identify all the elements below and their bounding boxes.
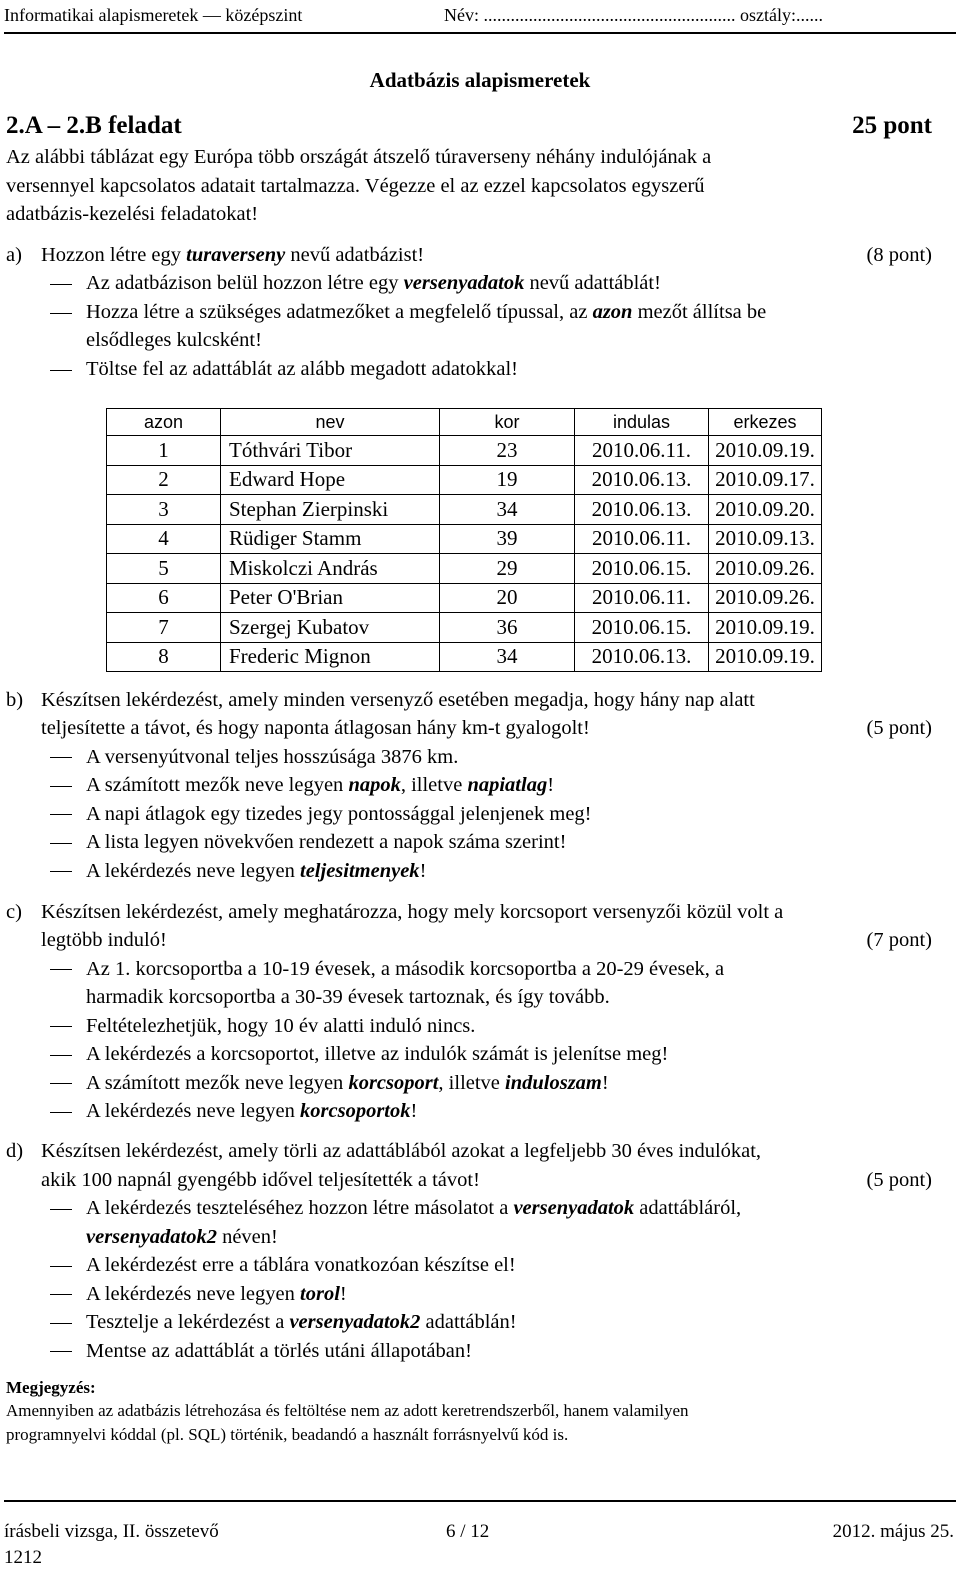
cell-nev: Tóthvári Tibor [221,436,440,466]
task-d-item-1-cont: versenyadatok2 néven! [86,1226,278,1248]
bullet-dash [50,969,72,970]
cell-azon: 5 [107,554,221,584]
cell-nev: Peter O'Brian [221,583,440,613]
cell-kor: 20 [440,583,575,613]
task-d-item-2: A lekérdezést erre a táblára vonatkozóan készítse el! [86,1254,516,1276]
task-d-line-1: Készítsen lekérdezést, amely törli az adattáblából azokat a legfeljebb 30 éves indulókat, [41,1140,762,1162]
cell-nev: Miskolczi András [221,554,440,584]
cell-erkezes: 2010.09.13. [709,524,822,554]
task-b-item-1: A versenyútvonal teljes hosszúsága 3876 km. [86,746,459,768]
cell-indulas: 2010.06.11. [575,583,709,613]
bullet-dash [50,1294,72,1295]
column-header: nev [221,409,440,436]
task-a-item-1: Az adatbázison belül hozzon létre egy versenyadatok nevű adattáblát! [86,272,661,294]
cell-kor: 23 [440,436,575,466]
task-a-item-3: Töltse fel az adattáblát az alább megadott adatokkal! [86,358,519,380]
task-b-item-4: A lista legyen növekvően rendezett a napok száma szerint! [86,831,567,853]
column-header: indulas [575,409,709,436]
task-a-text: Hozzon létre egy turaverseny nevű adatbázist! [41,244,425,266]
task-d-item-5: Mentse az adattáblát a törlés utáni állapotában! [86,1340,472,1362]
cell-azon: 4 [107,524,221,554]
bullet-dash [50,1323,72,1324]
intro-line-3: adatbázis-kezelési feladatokat! [6,203,259,225]
task-a-points: (8 pont) [866,244,932,266]
column-header: azon [107,409,221,436]
cell-kor: 34 [440,495,575,525]
bullet-dash [50,1055,72,1056]
cell-erkezes: 2010.09.19. [709,613,822,643]
task-d-item-1: A lekérdezés teszteléséhez hozzon létre másolatot a versenyadatok adattábláról, [86,1197,742,1219]
task-b-line-1: Készítsen lekérdezést, amely minden versenyző esetében megadja, hogy hány nap alatt [41,689,755,711]
task-c-item-3: A lekérdezés a korcsoportot, illetve az indulók számát is jelenítse meg! [86,1043,669,1065]
header-subject: Informatikai alapismeretek — középszint [4,5,303,25]
bullet-dash [50,843,72,844]
cell-erkezes: 2010.09.26. [709,554,822,584]
table-row [107,583,822,613]
table-header-row [107,409,822,436]
bullet-dash [50,814,72,815]
cell-kor: 34 [440,642,575,672]
cell-kor: 39 [440,524,575,554]
task-b-points: (5 pont) [866,717,932,739]
table-row [107,613,822,643]
task-d-label: d) [6,1140,24,1162]
cell-nev: Rüdiger Stamm [221,524,440,554]
cell-indulas: 2010.06.13. [575,642,709,672]
cell-kor: 36 [440,613,575,643]
table-row [107,554,822,584]
intro-line-2: versennyel kapcsolatos adatait tartalmazza. Végezze el az ezzel kapcsolatos egyszerű [6,175,705,197]
bullet-dash [50,1351,72,1352]
cell-kor: 29 [440,554,575,584]
bullet-dash [50,1209,72,1210]
task-b-item-3: A napi átlagok egy tizedes jegy pontossággal jelenjenek meg! [86,803,592,825]
task-a-item-2: Hozza létre a szükséges adatmezőket a megfelelő típussal, az azon mezőt állítsa be [86,301,767,323]
page-header [4,0,956,34]
footer-code: 1212 [4,1547,42,1568]
data-table [106,408,822,672]
task-b-item-5: A lekérdezés neve legyen teljesitmenyek! [86,860,427,882]
task-c-item-4: A számított mezők neve legyen korcsoport, illetve induloszam! [86,1072,609,1094]
cell-indulas: 2010.06.15. [575,613,709,643]
note-line-1: Amennyiben az adatbázis létrehozása és feltöltése nem az adott keretrendszerből, hanem valamilyen [6,1401,689,1420]
cell-nev: Stephan Zierpinski [221,495,440,525]
task-c-line-2: legtöbb induló! [41,929,167,951]
task-points: 25 pont [852,112,932,139]
task-d-item-3: A lekérdezés neve legyen torol! [86,1283,347,1305]
task-c-item-5: A lekérdezés neve legyen korcsoportok! [86,1100,418,1122]
bullet-dash [50,370,72,371]
task-c-item-1-cont: harmadik korcsoportba a 30-39 évesek tartoznak, és így tovább. [86,986,610,1008]
cell-erkezes: 2010.09.19. [709,642,822,672]
bullet-dash [50,871,72,872]
section-title: Adatbázis alapismeretek [369,68,591,92]
bullet-dash [50,1266,72,1267]
bullet-dash [50,786,72,787]
task-b-line-2: teljesítette a távot, és hogy naponta átlagosan hány km-t gyalogolt! [41,717,590,739]
footer-rule [4,1500,956,1502]
cell-indulas: 2010.06.13. [575,465,709,495]
task-c-item-1: Az 1. korcsoportba a 10-19 évesek, a második korcsoportba a 20-29 évesek, a [86,958,725,980]
task-a-label: a) [6,244,22,266]
task-d-line-2: akik 100 napnál gyengébb idővel teljesítették a távot! [41,1169,480,1191]
cell-azon: 3 [107,495,221,525]
task-d-points: (5 pont) [866,1169,932,1191]
cell-erkezes: 2010.09.26. [709,583,822,613]
bullet-dash [50,1026,72,1027]
task-b-item-2: A számított mezők neve legyen napok, illetve napiatlag! [86,774,555,796]
cell-nev: Frederic Mignon [221,642,440,672]
cell-indulas: 2010.06.11. [575,524,709,554]
cell-indulas: 2010.06.15. [575,554,709,584]
task-a-item-2-cont: elsődleges kulcsként! [86,329,262,351]
column-header: kor [440,409,575,436]
cell-azon: 8 [107,642,221,672]
task-c-points: (7 pont) [866,929,932,951]
bullet-dash [50,313,72,314]
bullet-dash [50,1083,72,1084]
task-c-label: c) [6,901,22,923]
cell-erkezes: 2010.09.17. [709,465,822,495]
task-title: 2.A – 2.B feladat [6,112,182,139]
footer-date: 2012. május 25. [832,1521,954,1542]
column-header: erkezes [709,409,822,436]
cell-azon: 1 [107,436,221,466]
table-row [107,465,822,495]
intro-line-1: Az alábbi táblázat egy Európa több országát átszelő túraverseny néhány indulójának a [6,146,712,168]
header-name-class: Név: ........................................................ osztály:...... [444,5,823,25]
bullet-dash [50,1112,72,1113]
note-line-2: programnyelvi kóddal (pl. SQL) történik, beadandó a használt forrásnyelvű kód is. [6,1425,569,1444]
cell-azon: 2 [107,465,221,495]
cell-kor: 19 [440,465,575,495]
task-d-item-4: Tesztelje a lekérdezést a versenyadatok2 adattáblán! [86,1311,517,1333]
cell-nev: Edward Hope [221,465,440,495]
cell-erkezes: 2010.09.19. [709,436,822,466]
footer-exam: írásbeli vizsga, II. összetevő [4,1521,219,1542]
note-heading: Megjegyzés: [6,1378,96,1397]
cell-azon: 7 [107,613,221,643]
table-row [107,642,822,672]
table-row [107,436,822,466]
task-b-label: b) [6,689,24,711]
task-c-item-2: Feltételezhetjük, hogy 10 év alatti induló nincs. [86,1015,476,1037]
bullet-dash [50,757,72,758]
cell-erkezes: 2010.09.20. [709,495,822,525]
cell-indulas: 2010.06.11. [575,436,709,466]
cell-azon: 6 [107,583,221,613]
cell-nev: Szergej Kubatov [221,613,440,643]
table-row [107,495,822,525]
bullet-dash [50,284,72,285]
header-rule [4,32,956,34]
task-c-line-1: Készítsen lekérdezést, amely meghatározza, hogy mely korcsoport versenyzői közül volt a [41,901,784,923]
footer-page-number: 6 / 12 [446,1521,490,1542]
table-row [107,524,822,554]
cell-indulas: 2010.06.13. [575,495,709,525]
